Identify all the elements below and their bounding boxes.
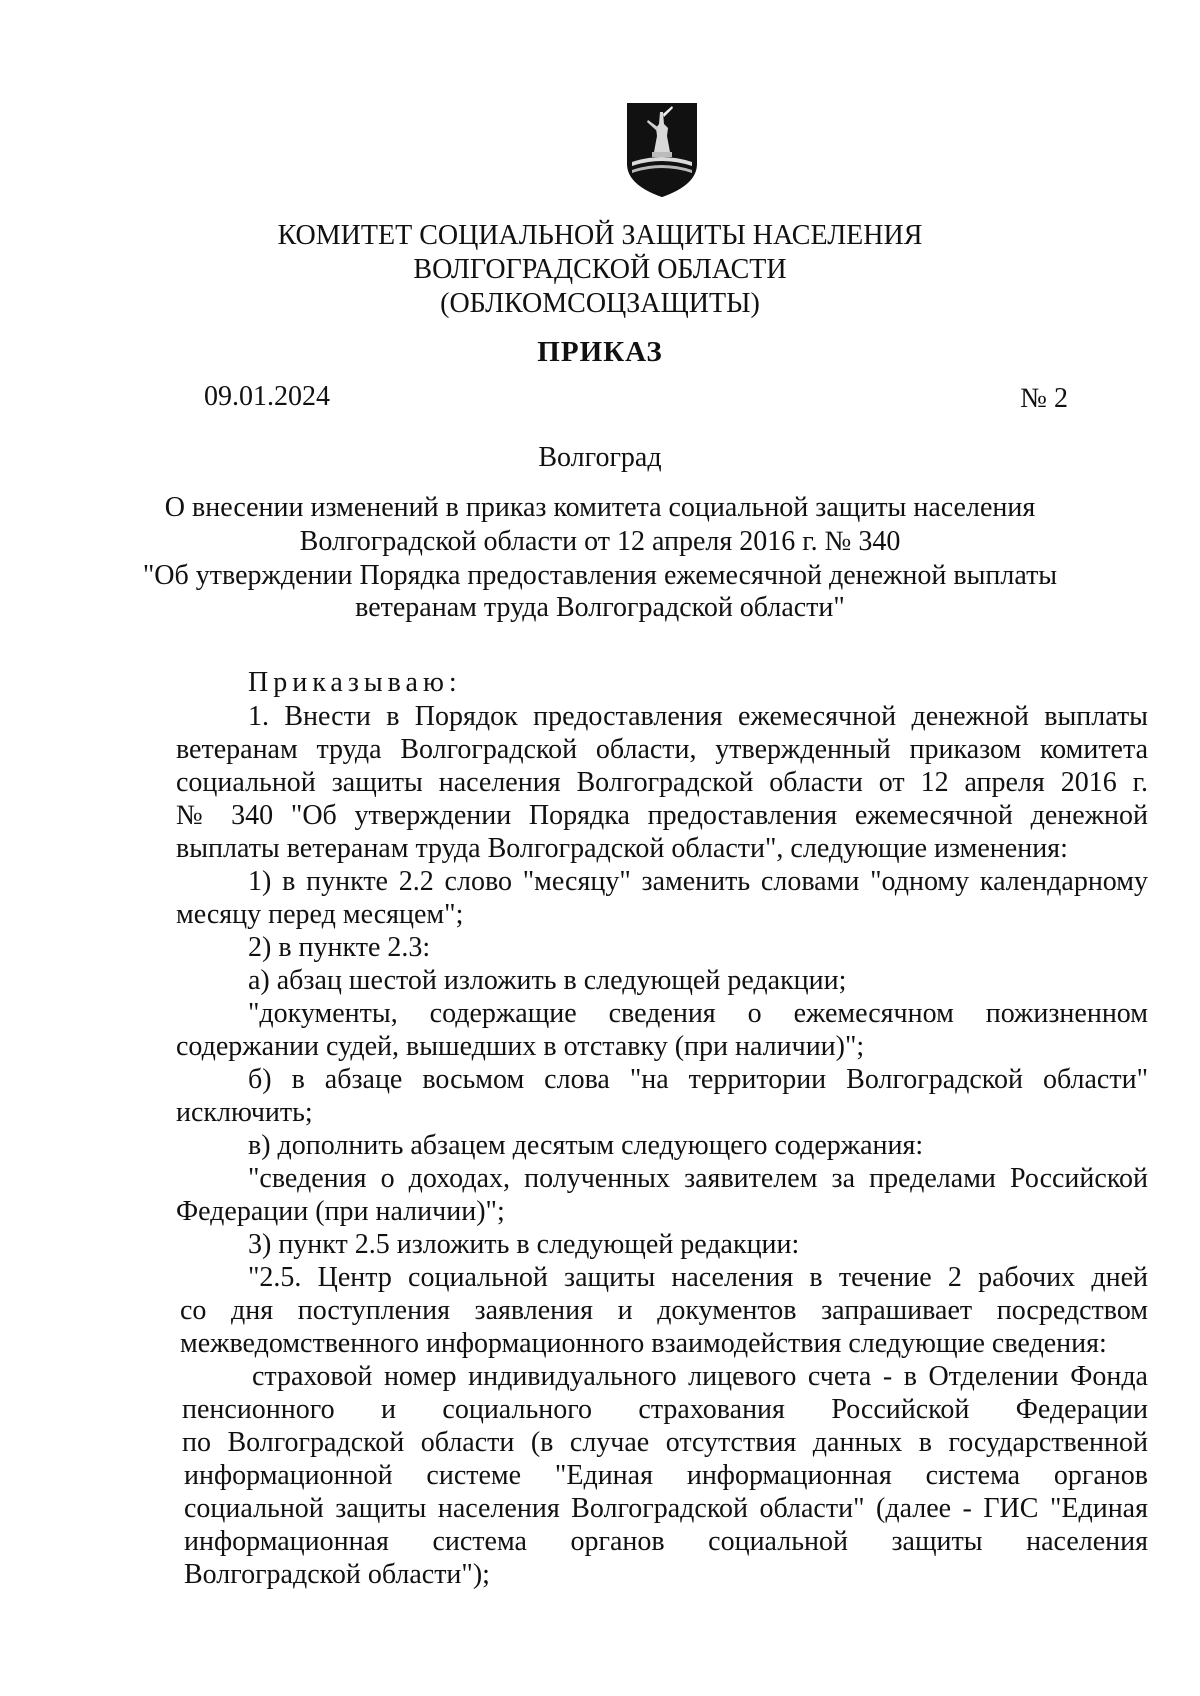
- org-name-line-3: (ОБЛКОМСОЦЗАЩИТЫ): [440, 288, 760, 319]
- volgograd-coat-of-arms-emblem: [626, 102, 698, 198]
- body-line: месяцу перед месяцем";: [176, 899, 464, 930]
- subject-line-1: О внесении изменений в приказ комитета социальной защиты населения: [164, 492, 1036, 523]
- body-line: 1. Внести в Порядок предоставления ежемесячной денежной выплаты: [248, 701, 1148, 732]
- document-city: Волгоград: [538, 442, 662, 473]
- body-line: 1) в пункте 2.2 слово "месяцу" заменить словами "одному календарному: [248, 866, 1148, 897]
- body-line: 2) в пункте 2.3:: [248, 932, 431, 963]
- body-line: социальной защиты населения Волгоградской области от 12 апреля 2016 г.: [176, 767, 1148, 798]
- order-word: Приказываю:: [248, 667, 462, 698]
- body-line: Федерации (при наличии)";: [176, 1196, 505, 1227]
- body-line: "сведения о доходах, полученных заявителем за пределами Российской: [248, 1163, 1148, 1194]
- body-line: социальной защиты населения Волгоградской области" (далее - ГИС "Единая: [184, 1493, 1148, 1524]
- body-line: "2.5. Центр социальной защиты населения в течение 2 рабочих дней: [248, 1262, 1148, 1293]
- body-line: со дня поступления заявления и документов запрашивает посредством: [180, 1295, 1148, 1326]
- subject-line-2: Волгоградской области от 12 апреля 2016 г. № 340: [299, 526, 901, 557]
- subject-line-4: ветеранам труда Волгоградской области": [355, 592, 845, 623]
- body-line: межведомственного информационного взаимодействия следующие сведения:: [180, 1328, 1107, 1359]
- body-line: Волгоградской области");: [184, 1559, 490, 1590]
- body-line: а) абзац шестой изложить в следующей редакции;: [248, 965, 847, 996]
- body-line: в) дополнить абзацем десятым следующего содержания:: [248, 1130, 924, 1161]
- body-line: по Волгоградской области (в случае отсутствия данных в государственной: [182, 1427, 1148, 1458]
- body-line: № 340 "Об утверждении Порядка предоставления ежемесячной денежной: [176, 800, 1148, 831]
- body-line: б) в абзаце восьмом слова "на территории Волгоградской области": [248, 1064, 1148, 1095]
- org-name-line-1: КОМИТЕТ СОЦИАЛЬНОЙ ЗАЩИТЫ НАСЕЛЕНИЯ: [277, 220, 923, 251]
- body-line: страховой номер индивидуального лицевого счета - в Отделении Фонда: [252, 1361, 1148, 1392]
- body-line: информационная система органов социальной защиты населения: [184, 1526, 1148, 1557]
- body-line: содержании судей, вышедших в отставку (при наличии)";: [176, 1031, 865, 1062]
- body-line: исключить;: [176, 1097, 313, 1128]
- body-line: пенсионного и социального страхования Российской Федерации: [182, 1394, 1148, 1425]
- document-date: 09.01.2024: [204, 381, 330, 412]
- body-line: "документы, содержащие сведения о ежемесячном пожизненном: [248, 998, 1148, 1029]
- org-name-line-2: ВОЛГОГРАДСКОЙ ОБЛАСТИ: [413, 254, 787, 285]
- body-line: ветеранам труда Волгоградской области, утвержденный приказом комитета: [176, 734, 1148, 765]
- document-number: № 2: [1020, 383, 1068, 414]
- subject-line-3: "Об утверждении Порядка предоставления ежемесячной денежной выплаты: [142, 560, 1058, 591]
- body-line: выплаты ветеранам труда Волгоградской области", следующие изменения:: [176, 833, 1068, 864]
- body-line: 3) пункт 2.5 изложить в следующей редакции:: [248, 1229, 800, 1260]
- document-title: ПРИКАЗ: [537, 336, 663, 368]
- body-line: информационной системе "Единая информационная система органов: [184, 1460, 1148, 1491]
